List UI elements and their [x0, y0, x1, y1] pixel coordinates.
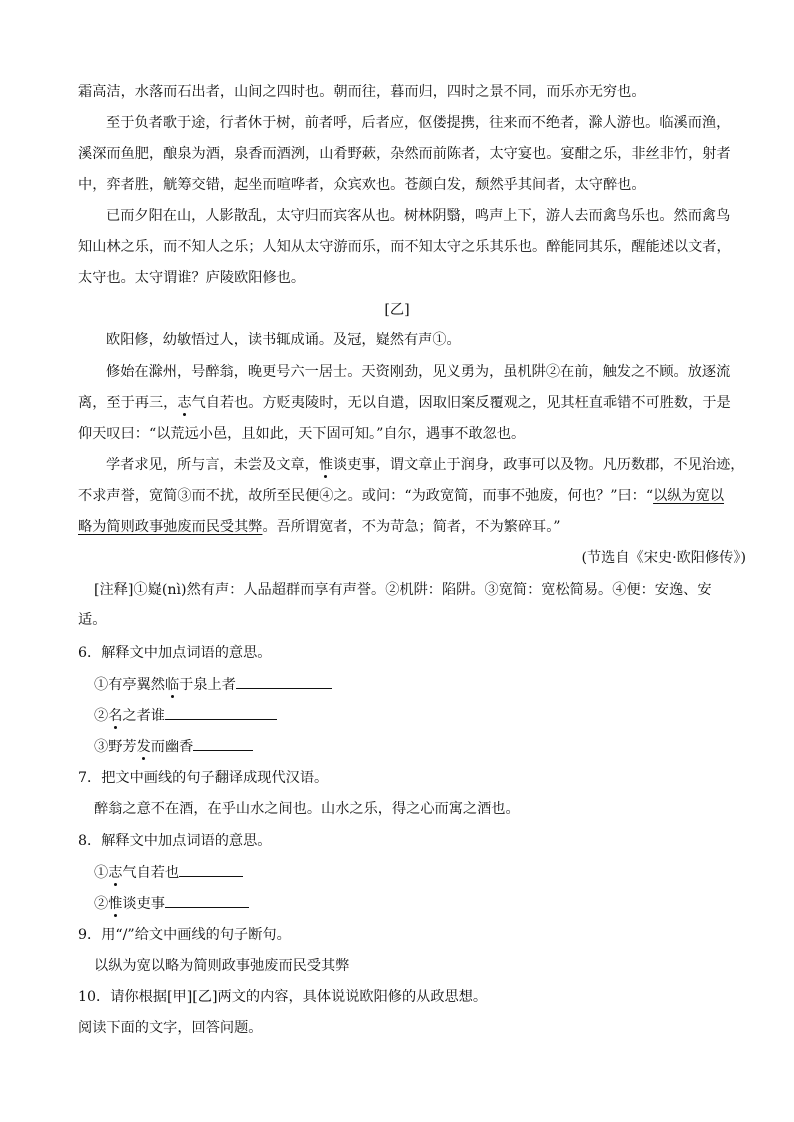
jia-para2-line1: 至于负者歌于途，行者休于树，前者呼，后者应，伛偻提携，往来而不绝者，滁人游也。临溪而渔， [106, 115, 731, 131]
yi-para2-line1: 修始在滁州，号醉翁，晚更号六一居士。天资刚劲，见义勇为，虽机阱②在前，触发之不顾。放逐流 [106, 364, 731, 380]
jia-para3-line3: 太守也。太守谓谁？庐陵欧阳修也。 [78, 270, 306, 286]
notes-line1: [注释]①嶷(nì)然有声：人品超群而享有声誉。②机阱：陷阱。③宽简：宽松简易。④便：安逸、安 [94, 582, 712, 598]
yi-para2-line2: 离，至于再三，志气自若也。方贬夷陵时，无以自遣，因取旧案反覆观之，见其枉直乖错不可胜数，于是 [78, 395, 731, 411]
q7-sentence: 醉翁之意不在酒，在乎山水之间也。山水之乐，得之心而寓之酒也。 [94, 801, 520, 817]
dotted-char: 惟 [318, 457, 334, 473]
yi-para2-line3: 仰天叹曰：“以荒远小邑，且如此，天下固可知。”自尔，遇事不敢忽也。 [78, 426, 526, 442]
q10-stem: 10．请你根据[甲][乙]两文的内容，具体说说欧阳修的从政思想。 [78, 989, 488, 1005]
q8-item2: ②惟谈吏事 [94, 893, 249, 914]
answer-blank[interactable] [165, 893, 249, 908]
yi-para3-line1: 学者求见，所与言，未尝及文章，惟谈吏事，谓文章止于润身，政事可以及物。凡历数郡，不见治迹， [106, 457, 745, 473]
q6-item2: ②名之者谁 [94, 705, 277, 726]
dotted-char: 志 [177, 395, 192, 411]
answer-blank[interactable] [193, 736, 253, 751]
q6-item3: ③野芳发而幽香 [94, 736, 253, 757]
yi-para3-line3: 略为简则政事弛废而民受其弊。吾所谓宽者，不为苛急；简者，不为繁碎耳。” [78, 519, 561, 535]
yi-para3-line2: 不求声誉，宽简③而不扰，故所至民便④之。或问：“为政宽简，而事不弛废，何也？”曰：“以纵为宽以 [78, 488, 725, 504]
q8-stem: 8．解释文中加点词语的意思。 [78, 833, 272, 849]
q6-item1: ①有亭翼然临于泉上者 [94, 674, 332, 695]
q9-sentence: 以纵为宽以略为简则政事弛废而民受其弊 [94, 958, 350, 974]
answer-blank[interactable] [236, 674, 332, 689]
jia-para2-line2: 溪深而鱼肥，酿泉为酒，泉香而酒洌，山肴野蔌，杂然而前陈者，太守宴也。宴酣之乐，非丝非竹，射者 [78, 146, 731, 162]
q6-stem: 6．解释文中加点词语的意思。 [78, 645, 272, 661]
jia-para2-line3: 中，弈者胜，觥筹交错，起坐而喧哗者，众宾欢也。苍颜白发，颓然乎其间者，太守醉也。 [78, 177, 646, 193]
yi-para1: 欧阳修，幼敏悟过人，读书辄成诵。及冠，嶷然有声①。 [106, 332, 461, 348]
next-section-intro: 阅读下面的文字，回答问题。 [78, 1020, 263, 1036]
jia-para1-end: 霜高洁，水落而石出者，山间之四时也。朝而往，暮而归，四时之景不同，而乐亦无穷也。 [78, 84, 646, 100]
answer-blank[interactable] [165, 705, 277, 720]
q7-stem: 7．把文中画线的句子翻译成现代汉语。 [78, 770, 329, 786]
underlined-sentence-part: 略为简则政事弛废而民受其弊 [78, 519, 263, 535]
underlined-sentence-part: 以纵为宽以 [653, 488, 725, 504]
q9-stem: 9．用“/”给文中画线的句子断句。 [78, 927, 291, 943]
jia-para3-line1: 已而夕阳在山，人影散乱，太守归而宾客从也。树林阴翳，鸣声上下，游人去而禽鸟乐也。然而禽鸟 [106, 208, 731, 224]
answer-blank[interactable] [179, 862, 243, 877]
q8-item1: ①志气自若也 [94, 862, 243, 883]
notes-line2: 适。 [78, 612, 107, 628]
yi-source: (节选自《宋史·欧阳修传》) [581, 550, 746, 566]
jia-para3-line2: 知山林之乐，而不知人之乐；人知从太守游而乐，而不知太守之乐其乐也。醉能同其乐，醒能述以文者， [78, 239, 731, 255]
yi-heading: [乙] [384, 302, 410, 318]
